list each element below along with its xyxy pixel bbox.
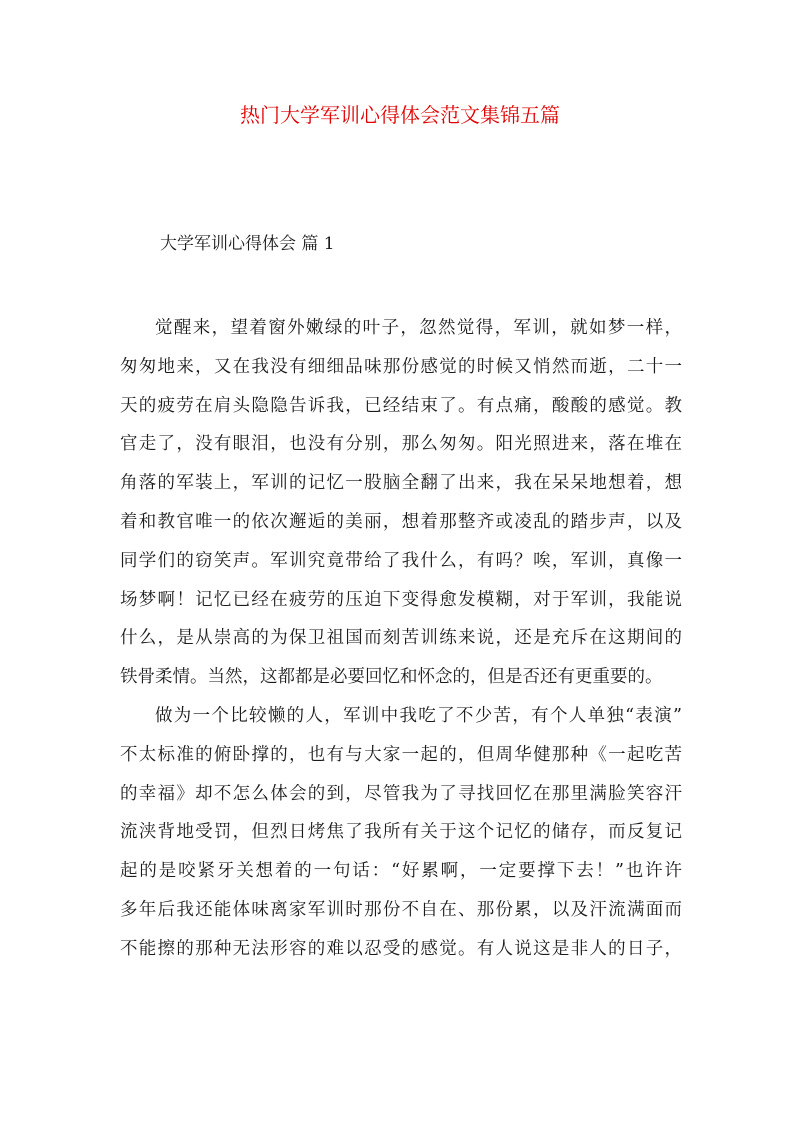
section-heading: 大学军训心得体会 篇 1 <box>160 234 335 254</box>
document-title: 热门大学军训心得体会范文集锦五篇 <box>240 103 560 127</box>
body-text <box>120 309 682 969</box>
text-line: 场梦啊！记忆已经在疲劳的压迫下变得愈发模糊，对于军训，我能说 <box>120 589 682 610</box>
text-line: 不太标准的俯卧撑的，也有与大家一起的，但周华健那种《一起吃苦 <box>120 744 682 765</box>
text-line: 官走了，没有眼泪，也没有分别，那么匆匆。阳光照进来，落在堆在 <box>120 434 682 455</box>
text-line: 流浃背地受罚，但烈日烤焦了我所有关于这个记忆的储存，而反复记 <box>120 822 682 843</box>
text-line: 什么，是从崇高的为保卫祖国而刻苦训练来说，还是充斥在这期间的 <box>120 628 682 649</box>
text-line: 匆匆地来，又在我没有细细品味那份感觉的时候又悄然而逝，二十一 <box>120 356 682 377</box>
text-line: 不能擦的那种无法形容的难以忍受的感觉。有人说这是非人的日子， <box>120 938 682 959</box>
text-line: 做为一个比较懒的人，军训中我吃了不少苦，有个人单独“表演” <box>155 705 682 726</box>
text-line: 觉醒来，望着窗外嫩绿的叶子，忽然觉得，军训，就如梦一样， <box>155 318 682 338</box>
text-line: 角落的军装上，军训的记忆一股脑全翻了出来，我在呆呆地想着，想 <box>120 473 682 494</box>
text-line: 的幸福》却不怎么体会的到，尽管我为了寻找回忆在那里满脸笑容汗 <box>120 783 682 804</box>
text-line: 铁骨柔情。当然，这都都是必要回忆和怀念的，但是否还有更重要的。 <box>120 667 663 688</box>
text-line: 天的疲劳在肩头隐隐告诉我，已经结束了。有点痛，酸酸的感觉。教 <box>120 395 682 416</box>
text-line: 着和教官唯一的依次邂逅的美丽，想着那整齐或凌乱的踏步声，以及 <box>120 511 682 532</box>
text-line: 起的是咬紧牙关想着的一句话：“好累啊，一定要撑下去！”也许许 <box>120 861 682 882</box>
text-line: 多年后我还能体味离家军训时那份不自在、那份累，以及汗流满面而 <box>120 899 682 920</box>
text-line: 同学们的窃笑声。军训究竟带给了我什么，有吗？唉，军训，真像一 <box>120 550 682 571</box>
